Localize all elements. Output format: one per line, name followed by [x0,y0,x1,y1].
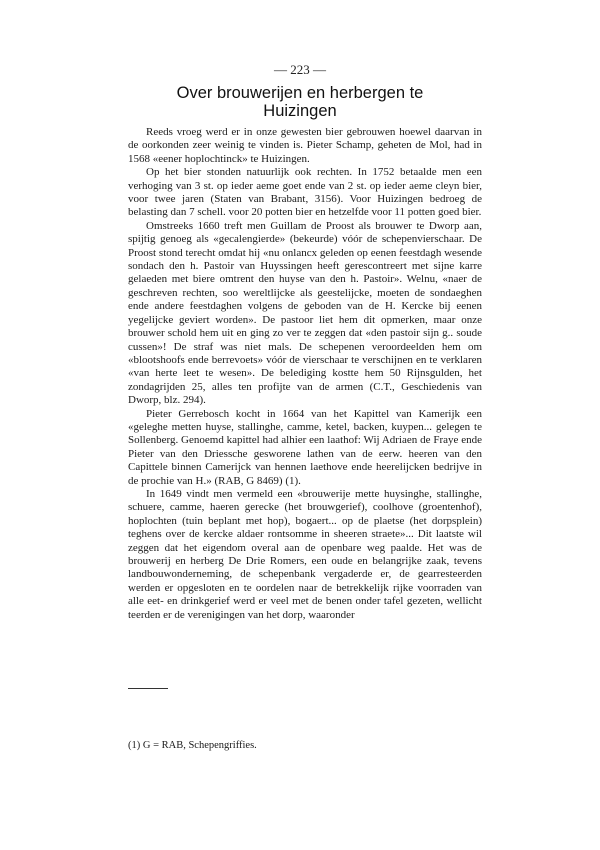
paragraph: Pieter Gerrebosch kocht in 1664 van het Kapittel van Kamerijk een «geleghe metten huyse, stallinghe, camme, ketel, backen, kuypen... gelegen te Sollenberg. Genoemd kapittel had alhier een laathof: Wij Adriaen de Fraye ende Pieter van den Driessche gesworene lathen van de eerw. heeren van den Capittele binnen Camerijck van hennen laethove ende heerelijcken bedrijve in de prochie van H.» (RAB, G 8469) (1). [128,407,482,487]
paragraph: Op het bier stonden natuurlijk ook rechten. In 1752 betaalde men een verhoging van 3 st. op ieder aeme goet ende van 2 st. op ieder aeme cleyn bier, voor twee jaren (Staten van Brabant, 3156). Voor Huizingen bedroeg de belasting dan 7 schell. voor 20 potten bier en hetzelfde voor 11 potten goed bier. [128,166,482,219]
footnote-separator [128,688,168,689]
paragraph: In 1649 vindt men vermeld een «brouwerije mette huysinghe, stallinghe, schuere, camme, haeren gerecke (het brouwgerief), coolhove (groentenhof), hoplochten (tuin beplant met hop), bogaert... op de plaetse (het dorpsplein) teghens over de kercke aldaer rontsomme in sheeren straete»... Dit laatste wil zeggen dat het eigendom overal aan de openbare weg paalde. Het was de brouwerij en herberg De Drie Romers, een oude en belangrijke zaak, tevens landbouwonderneming, de schepenbank vergaderde er, de gearresteerden werden er opgesloten en te oordelen naar de betrekkelijk rijke voorraden van alle eet- en drinkgerief werd er veel met de benen onder tafel gezeten, wellicht teerden er de verenigingen van het dorp, waaronder [128,487,482,621]
article-body [128,126,482,622]
footnote: (1) G = RAB, Schepengriffies. [128,740,257,751]
article-title: Over brouwerijen en herbergen te Huizingen [176,84,424,120]
paragraph: Omstreeks 1660 treft men Guillam de Proost als brouwer te Dworp aan, spijtig genoeg als «gecalengierde» (bekeurde) vóór de schepenvierschaar. De Proost stond terecht omdat hij «nu onlancx geleden op eenen feestdagh wesende sondach den h. Pastoir van Huyssingen heeft gerescontreert met sijne karre gelaeden met biere omtrent den huyse van den h. Pastoir». Welnu, «naer de geschreven rechten, soo wereltlijcke als geestelijcke, moeten de sondaeghen ende andere feestdaghen volgens de geboden van de H. Kercke bij eenen yegelijcke geviert worden». De pastoor liet hem dit opmerken, maar onze brouwer schold hem uit en ging zo ver te zeggen dat «den pastoir sijn g.. soude cussen»! De straf was niet mals. De schepenen veroordeelden hem om «blootshoofs ende berrevoets» vóór de vierschaar te verschijnen en te verklaren «van herte leet te wesen». De belediging kostte hem 50 Rijnsgulden, het zondagrijden 25, alles ten profijte van de armen (C.T., Geschiedenis van Dworp, blz. 294). [128,219,482,407]
paragraph: Reeds vroeg werd er in onze gewesten bier gebrouwen hoewel daarvan in de oorkonden zeer weinig te vinden is. Pieter Schamp, geheten de Mol, had in 1568 «eener hoplochtinck» te Huizingen. [128,126,482,165]
page-number: — 223 — [274,62,326,77]
